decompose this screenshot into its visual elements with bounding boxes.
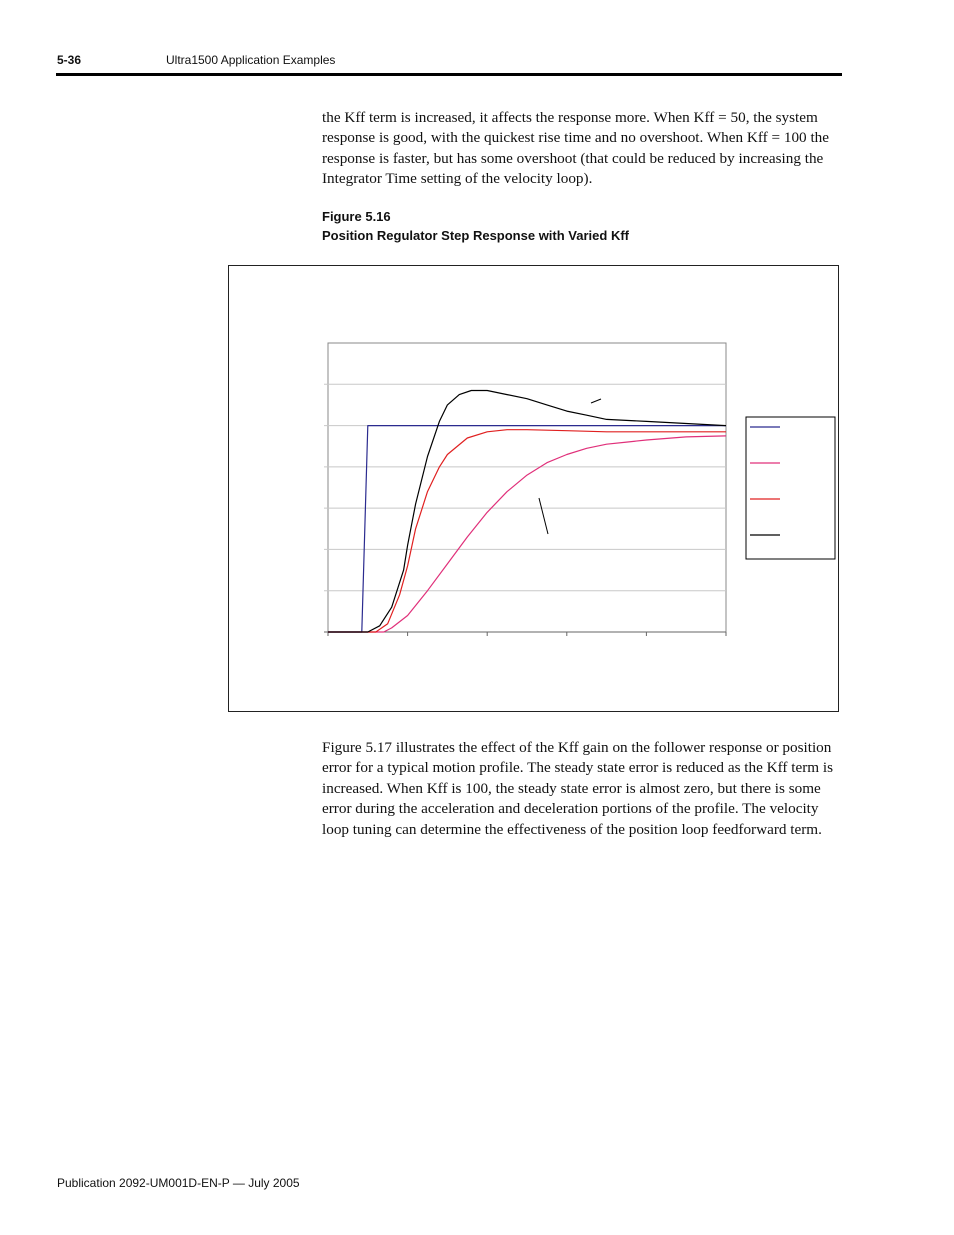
step-response-chart: [229, 266, 840, 713]
figure-title: Position Regulator Step Response with Varied Kff: [322, 228, 629, 243]
publication-footer: Publication 2092-UM001D-EN-P — July 2005: [57, 1176, 300, 1190]
body-paragraph-2: Figure 5.17 illustrates the effect of the Kff gain on the follower response or position error for a typical motion profile. The steady state error is reduced as the Kff term is increased. When Kff is 100, the steady state error is almost zero, but there is some error during the acceleration and deceleration portions of the profile. The velocity loop tuning can determine the effectiveness of the position loop feedforward term.: [322, 739, 833, 838]
chart-frame: [228, 265, 839, 712]
body-paragraph-1: the Kff term is increased, it affects the response more. When Kff = 50, the system response is good, with the quickest rise time and no overshoot. When Kff = 100 the response is faster, but has some overshoot (that could be reduced by increasing the Integrator Time setting of the velocity loop).: [322, 109, 829, 188]
section-title: Ultra1500 Application Examples: [166, 53, 336, 67]
page-number: 5-36: [57, 53, 82, 67]
header-rule: [56, 73, 842, 76]
figure-number: Figure 5.16: [322, 209, 391, 224]
legend-box: [746, 417, 835, 559]
plot-area: [328, 343, 726, 632]
